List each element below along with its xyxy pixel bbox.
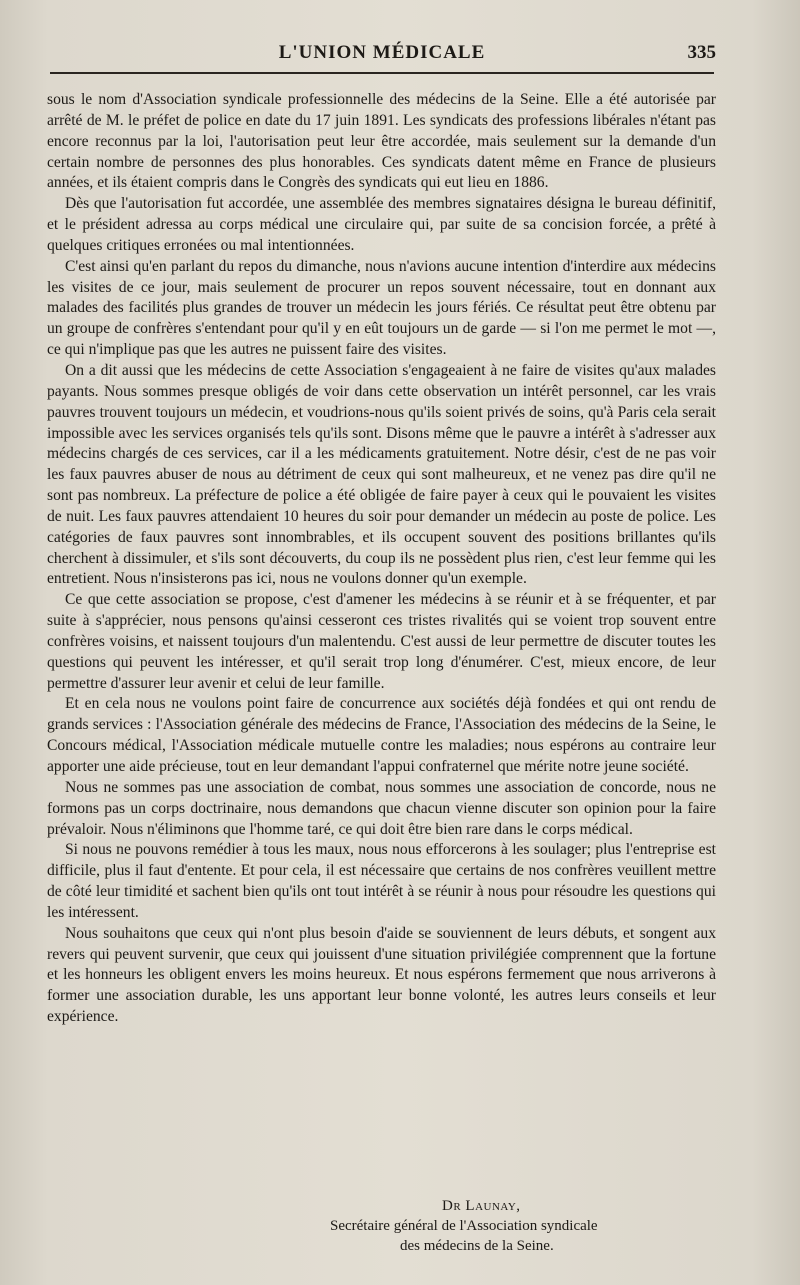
paragraph-3: C'est ainsi qu'en parlant du repos du dimanche, nous n'avions aucune intention d'interdire aux médecins les visites de ce jour, mais seulement de procurer un repos souvent nécessaire, tout en donnant aux malades des facilités plus grandes de trouver un médecin les jours fériés. Ce résultat peut être obtenu par un groupe de confrères s'entendant pour qu'il y en eût toujours un de garde — si l'on me permet le mot —, ce qui n'implique pas que les autres ne puissent faire des visites.: [47, 257, 716, 359]
signature-title-line2: des médecins de la Seine.: [400, 1238, 554, 1254]
header-rule: [50, 72, 714, 74]
running-title: L'UNION MÉDICALE: [278, 42, 486, 63]
paragraph-9: Nous souhaitons que ceux qui n'ont plus besoin d'aide se souviennent de leurs débuts, et songent aux revers qui peuvent survenir, que ceux qui jouissent d'une situation privilégiée comprennent que la fortune et les honneurs les obligent envers les moins heureux. Et nous espérons fermement que nous arriverons à former une association durable, les uns apportant leur bonne volonté, les autres leurs conseils et leur expérience.: [47, 924, 716, 1026]
page-number: 335: [687, 42, 716, 63]
paragraph-4: On a dit aussi que les médecins de cette Association s'engageaient à ne faire de visites qu'aux malades payants. Nous sommes presque obligés de voir dans cette observation un intérêt personnel, car les vrais pauvres trouvent toujours un médecin, et voudrions-nous qu'ils soient privés de soins, qu'à Paris cela serait impossible avec les services organisés tels qu'ils sont. Disons même que le pauvre a intérêt à s'adresser aux médecins chargés de ces services, car il a les médicaments gratuitement. Notre désir, c'est de ne pas voir les faux pauvres abuser de nous au détriment de ceux qui sont malheureux, et ne venez pas dire qu'il ne sont pas nombreux. La préfecture de police a été obligée de faire payer à ceux qui le pouvaient les visites de nuit. Les faux pauvres attendaient 10 heures du soir pour demander un médecin au poste de police. Les catégories de faux pauvres sont innombrables, et ils occupent souvent des positions brillantes qu'ils cherchent à dissimuler, et s'ils sont découverts, du coup ils ne possèdent plus rien, c'est leur femme qui les entretient. Nous n'insisterons pas ici, nous ne voulons donner qu'un exemple.: [47, 361, 716, 588]
paragraph-1: sous le nom d'Association syndicale professionnelle des médecins de la Seine. Elle a été autorisée par arrêté de M. le préfet de police en date du 17 juin 1891. Les syndicats des professions libérales n'étant pas encore reconnus par la loi, l'autorisation peut leur être accordée, mais seulement sur la demande d'un certain nombre de personnes des plus honorables. Ces syndicats datent même en France de plusieurs années, et ils étaient compris dans le Congrès des syndicats qui eut lieu en 1886.: [47, 91, 716, 192]
page-header: [48, 42, 716, 70]
signature-name: Dr Launay,: [442, 1198, 521, 1214]
signature-title-line1: Secrétaire général de l'Association syndicale: [330, 1218, 598, 1234]
paragraph-6: Et en cela nous ne voulons point faire de concurrence aux sociétés déjà fondées et qui ont rendu de grands services : l'Association générale des médecins de France, l'Association des médecins de la Seine, le Concours médical, l'Association médicale mutuelle contre les maladies; nous espérons au contraire leur apporter une aide précieuse, tout en leur demandant l'appui confraternel que mérite notre jeune société.: [47, 695, 716, 775]
signature-block: [330, 1196, 660, 1256]
paragraph-5: Ce que cette association se propose, c'est d'amener les médecins à se réunir et à se fréquenter, et par suite à s'apprécier, nous pensons qu'ainsi cesseront ces tristes rivalités qui se voient trop souvent entre confrères voisins, et naissent toujours d'un malentendu. C'est aussi de leur permettre de discuter toutes les questions qui peuvent les intéresser, et qu'il serait trop long d'énumérer. C'est, mieux encore, de leur permettre d'assurer leur avenir et celui de leur famille.: [47, 591, 716, 692]
paragraph-2: Dès que l'autorisation fut accordée, une assemblée des membres signataires désigna le bureau définitif, et le président adressa au corps médical une circulaire qui, par suite de sa concision forcée, a prêté à quelques critiques erronées ou mal intentionnées.: [47, 195, 716, 254]
paragraph-7: Nous ne sommes pas une association de combat, nous sommes une association de concorde, nous ne formons pas un corps doctrinaire, nous demandons que chacun vienne discuter son opinion pour la faire prévaloir. Nous n'éliminons que l'homme taré, ce qui doit être bien rare dans le corps médical.: [47, 778, 716, 838]
paragraph-8: Si nous ne pouvons remédier à tous les maux, nous nous efforcerons à les soulager; plus l'entreprise est difficile, plus il faut d'entente. Et pour cela, il est nécessaire que certains de nos confrères veuillent mettre de côté leur timidité et sachent bien qu'ils ont tout intérêt à se réunir à nous pour résoudre les questions qui les intéressent.: [47, 841, 716, 921]
article-body: [47, 90, 716, 1028]
